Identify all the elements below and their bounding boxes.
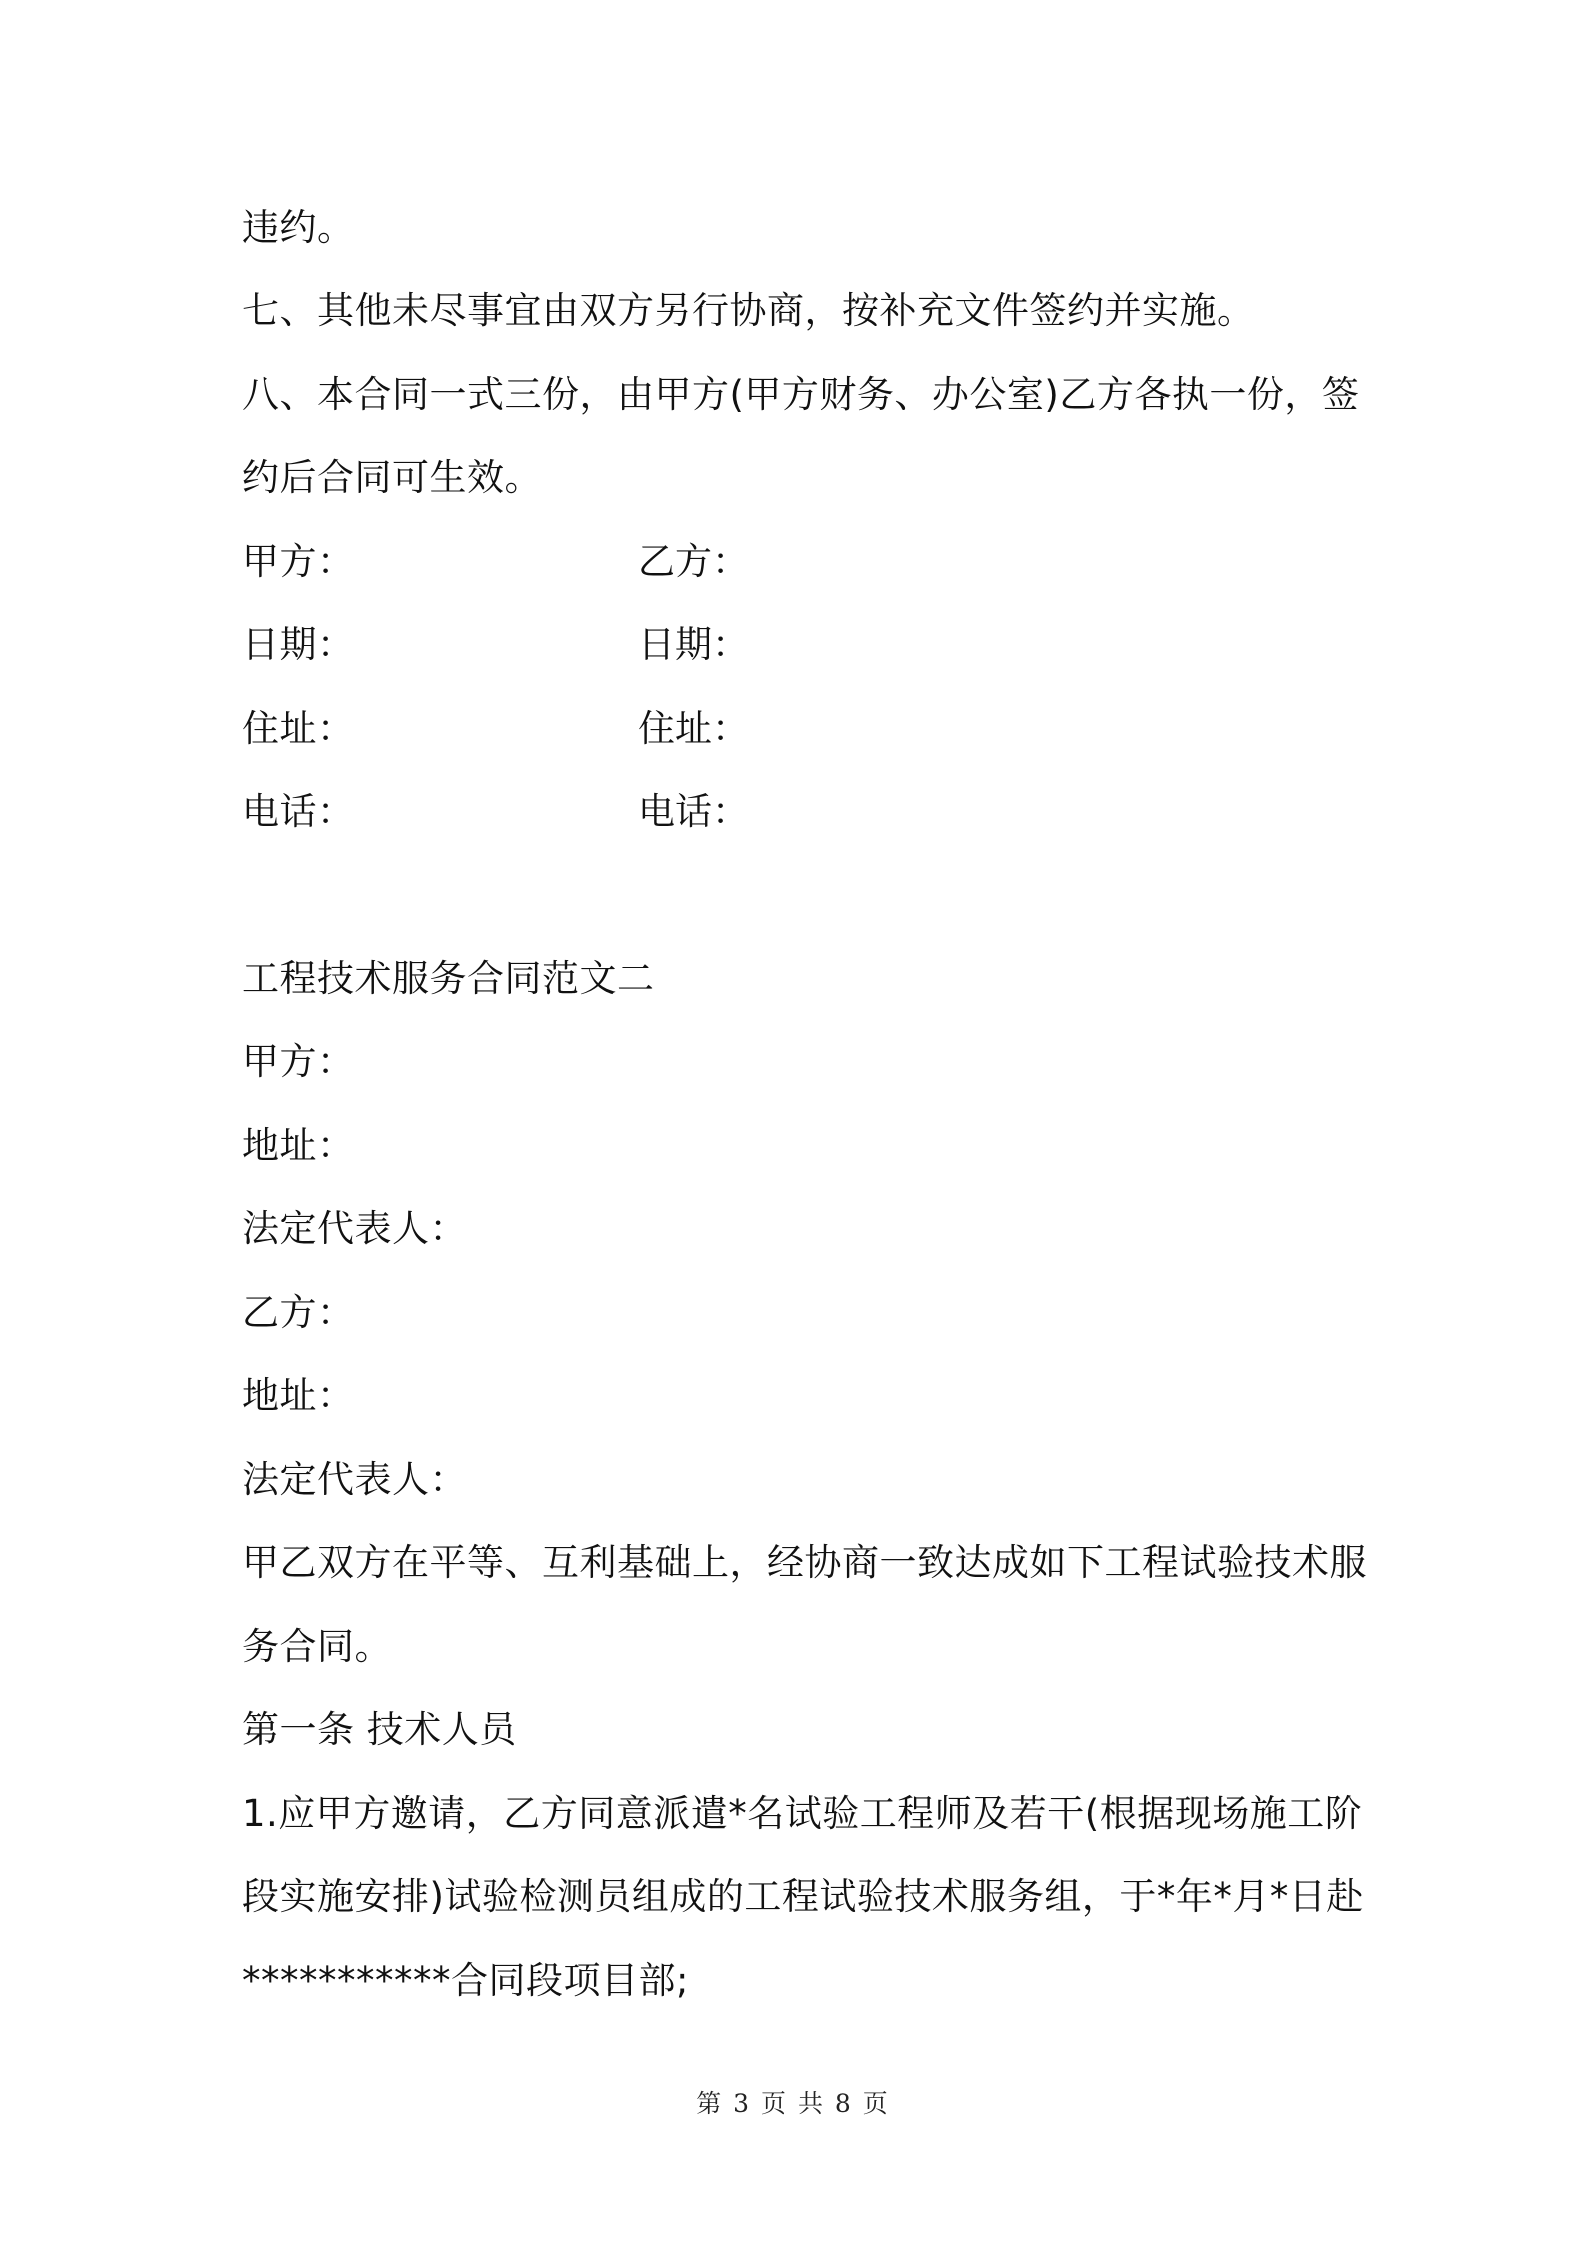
sample-2-title: 工程技术服务合同范文二 [242, 957, 655, 1000]
intro-line-2: 务合同。 [242, 1625, 392, 1668]
signature-left-address: 住址： [242, 707, 355, 750]
signature-right-phone: 电话： [638, 790, 749, 833]
page-footer: 第 3 页 共 8 页 [696, 2089, 890, 2118]
clause-8-line-2: 约后合同可生效。 [242, 456, 542, 499]
signature-left-phone: 电话： [242, 790, 355, 833]
party-a-address: 地址： [242, 1124, 355, 1167]
intro-line-1: 甲乙双方在平等、互利基础上，经协商一致达成如下工程试验技术服 [242, 1541, 1367, 1584]
clause-8-line-1: 八、本合同一式三份，由甲方(甲方财务、办公室)乙方各执一份，签 [242, 373, 1360, 416]
signature-left-date: 日期： [242, 623, 355, 666]
signature-left-party: 甲方： [242, 540, 355, 583]
party-b-address: 地址： [242, 1374, 355, 1417]
signature-right-date: 日期： [638, 623, 749, 666]
clause-7: 七、其他未尽事宜由双方另行协商，按补充文件签约并实施。 [242, 289, 1255, 332]
signature-right-address: 住址： [638, 707, 749, 750]
article-1-line-3: ***********合同段项目部; [242, 1959, 689, 2002]
party-a-label: 甲方： [242, 1040, 355, 1083]
party-a-representative: 法定代表人： [242, 1207, 467, 1250]
article-1-title: 第一条 技术人员 [242, 1708, 517, 1751]
article-1-line-1: 1.应甲方邀请，乙方同意派遣*名试验工程师及若干(根据现场施工阶 [242, 1792, 1363, 1835]
party-b-representative: 法定代表人： [242, 1458, 467, 1501]
party-b-label: 乙方： [242, 1291, 355, 1334]
continued-text: 违约。 [242, 206, 355, 249]
article-1-line-2: 段实施安排)试验检测员组成的工程试验技术服务组，于*年*月*日赴 [242, 1875, 1364, 1918]
signature-right-party: 乙方： [638, 540, 749, 583]
